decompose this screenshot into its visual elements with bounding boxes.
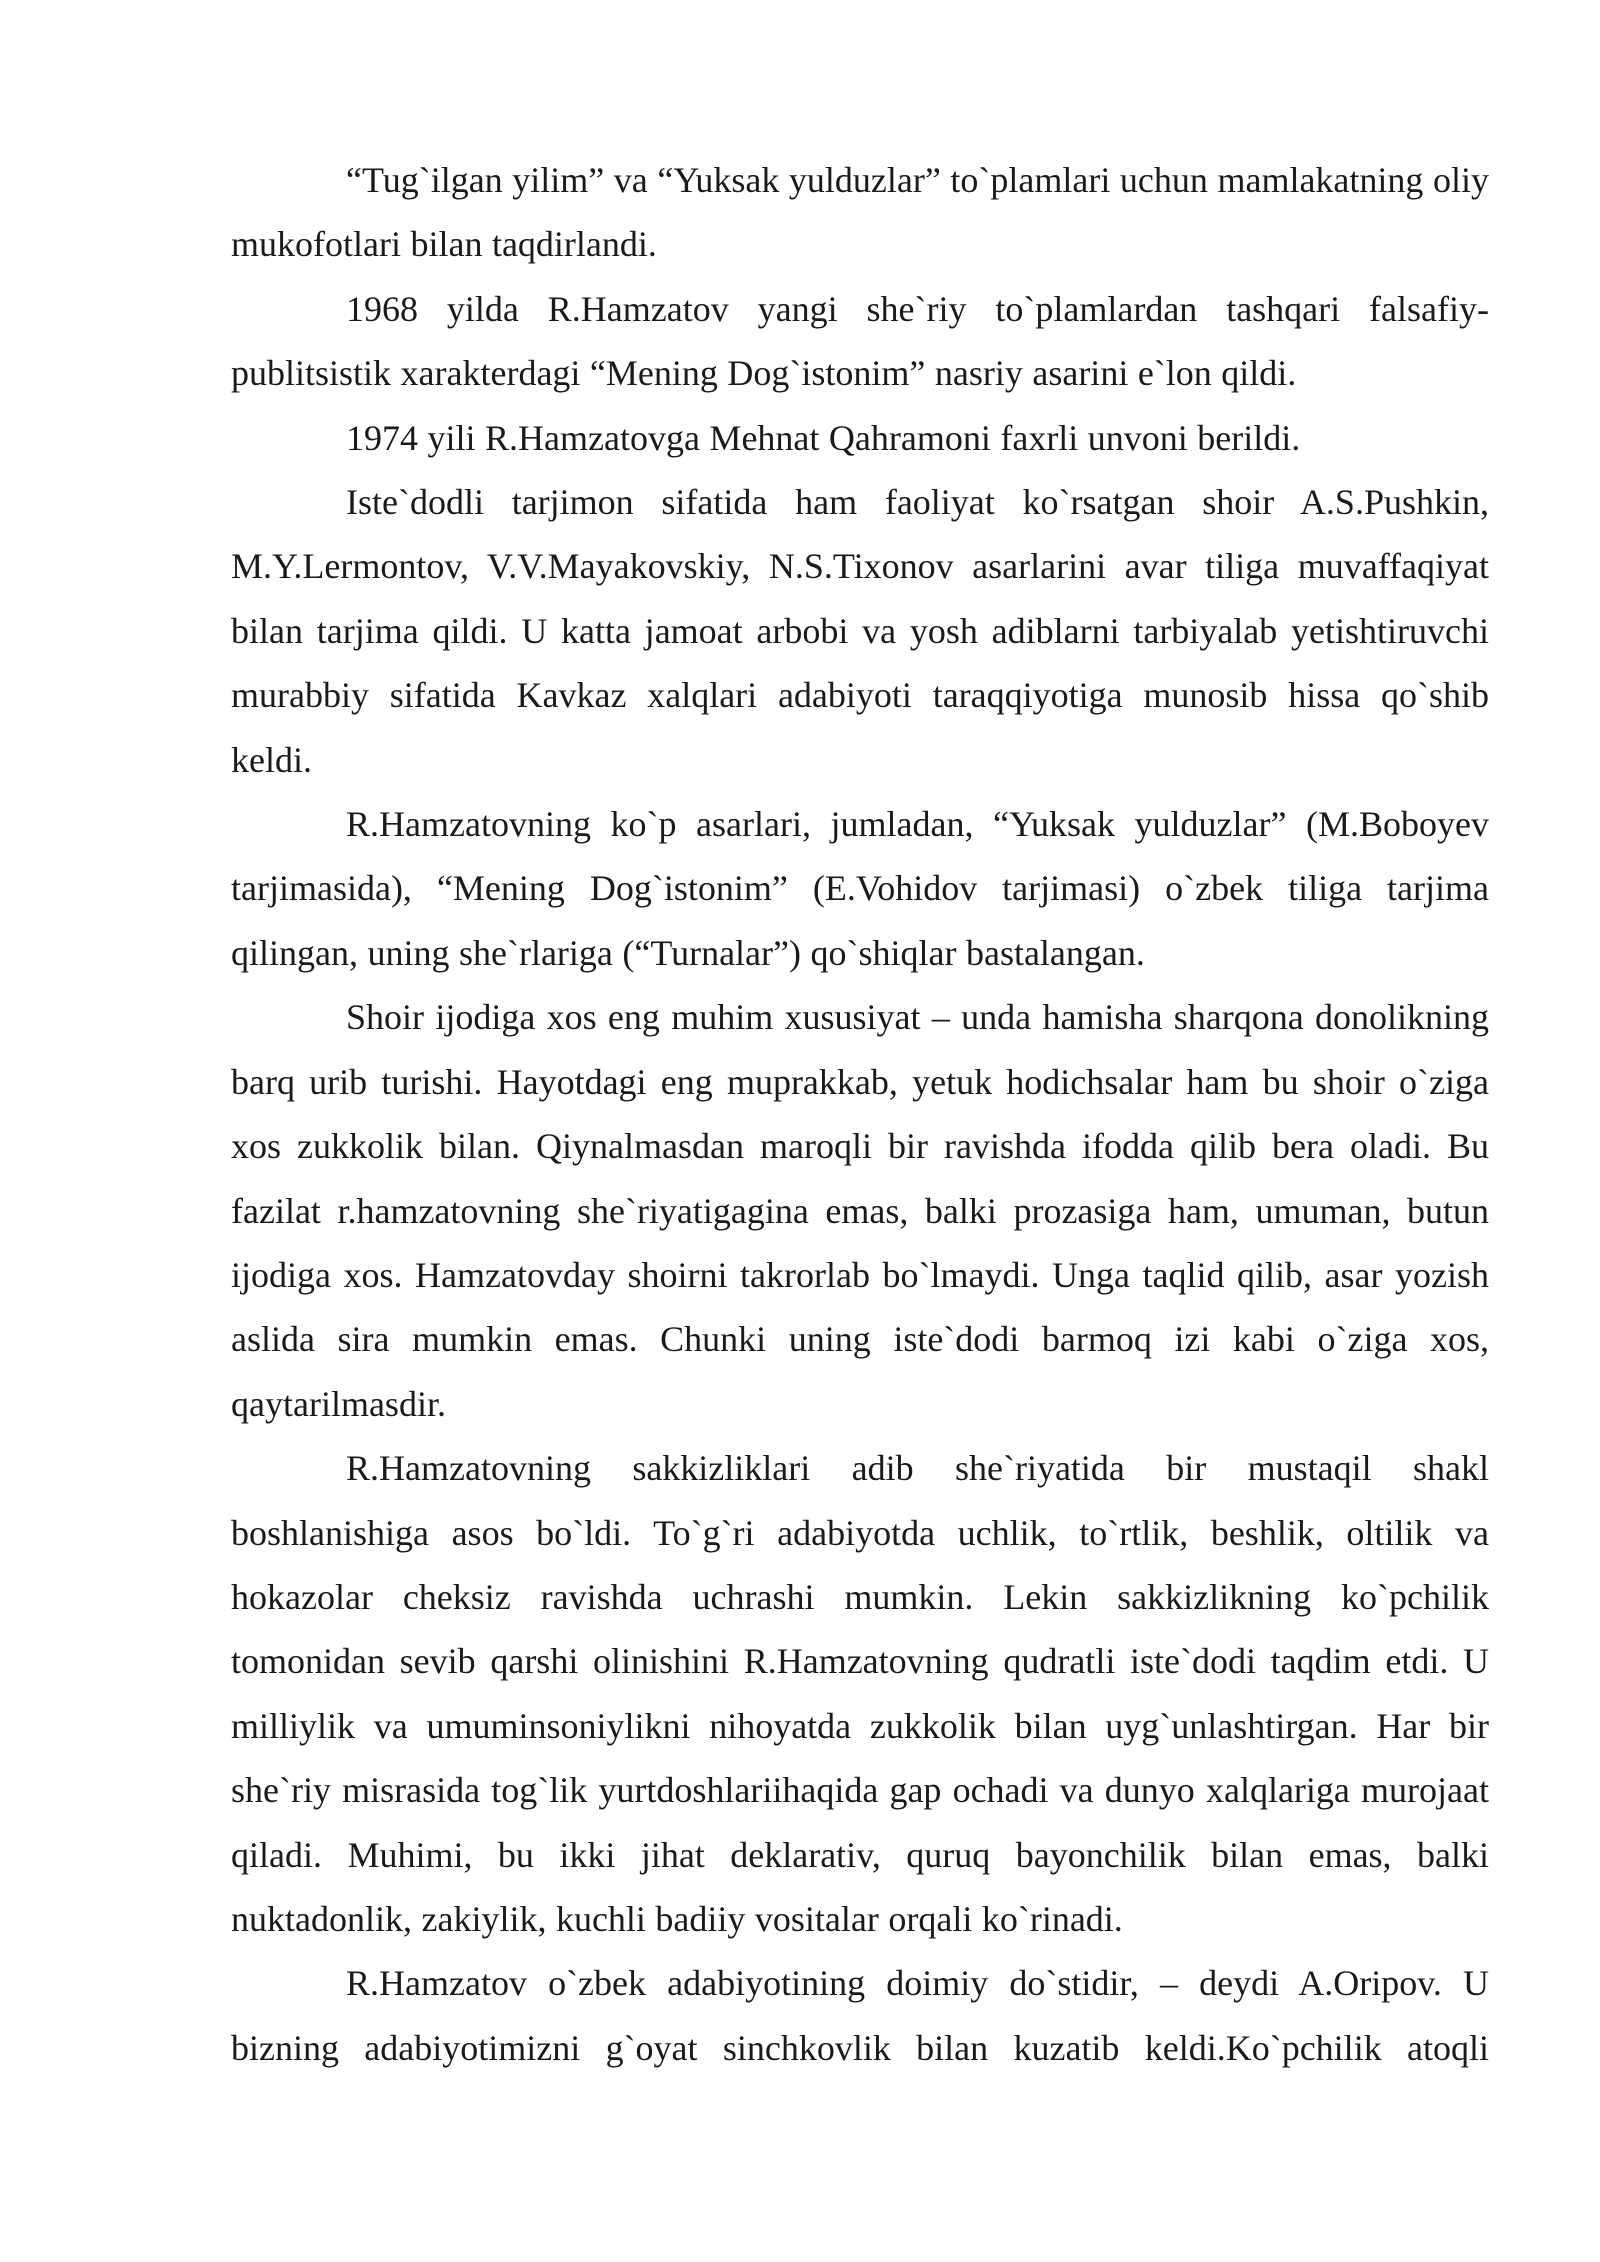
- paragraph-7: R.Hamzatovning sakkizliklari adib she`riyatida bir mustaqil shakl boshlanishiga asos bo`ldi. To`g`ri adabiyotda uchlik, to`rtlik, beshlik, oltilik va hokazolar cheksiz ravishda uchrashi mumkin. Lekin sakkizlikning ko`pchilik tomonidan sevib qarshi olinishini R.Hamzatovning qudratli iste`dodi taqdim etdi. U milliylik va umuminsoniylikni nihoyatda zukkolik bilan uyg`unlashtirgan. Har bir she`riy misrasida tog`lik yurtdoshlariihaqida gap ochadi va dunyo xalqlariga murojaat qiladi. Muhimi, bu ikki jihat deklarativ, quruq bayonchilik bilan emas, balki nuktadonlik, zakiylik, kuchli badiiy vositalar orqali ko`rinadi.: [231, 1448, 1489, 1939]
- paragraph-8: R.Hamzatov o`zbek adabiyotining doimiy do`stidir, – deydi A.Oripov. U bizning adabiyotimizni g`oyat sinchkovlik bilan kuzatib keldi.Ko`pchilik atoqli: [231, 1963, 1489, 2068]
- paragraph-4: Iste`dodli tarjimon sifatida ham faoliyat ko`rsatgan shoir A.S.Pushkin, M.Y.Lermontov, V.V.Mayakovskiy, N.S.Tixonov asarlarini avar tiliga muvaffaqiyat bilan tarjima qildi. U katta jamoat arbobi va yosh adiblarni tarbiyalab yetishtiruvchi murabbiy sifatida Kavkaz xalqlari adabiyoti taraqqiyotiga munosib hissa qo`shib keldi.: [231, 482, 1489, 780]
- paragraph-5: R.Hamzatovning ko`p asarlari, jumladan, “Yuksak yulduzlar” (M.Boboyev tarjimasida), “Mening Dog`istonim” (E.Vohidov tarjimasi) o`zbek tiliga tarjima qilingan, uning she`rlariga (“Turnalar”) qo`shiqlar bastalangan.: [231, 804, 1489, 973]
- paragraph-1: “Tug`ilgan yilim” va “Yuksak yulduzlar” to`plamlari uchun mamlakatning oliy mukofotlari bilan taqdirlandi.: [231, 160, 1489, 265]
- paragraph-3: 1974 yili R.Hamzatovga Mehnat Qahramoni faxrli unvoni berildi.: [346, 417, 1301, 458]
- paragraph-6: Shoir ijodiga xos eng muhim xususiyat – unda hamisha sharqona donolikning barq urib turishi. Hayotdagi eng muprakkab, yetuk hodichsalar ham bu shoir o`ziga xos zukkolik bilan. Qiynalmasdan maroqli bir ravishda ifodda qilib bera oladi. Bu fazilat r.hamzatovning she`riyatigagina emas, balki prozasiga ham, umuman, butun ijodiga xos. Hamzatovday shoirni takrorlab bo`lmaydi. Unga taqlid qilib, asar yozish aslida sira mumkin emas. Chunki uning iste`dodi barmoq izi kabi o`ziga xos, qaytarilmasdir.: [231, 997, 1489, 1424]
- paragraph-2: 1968 yilda R.Hamzatov yangi she`riy to`plamlardan tashqari falsafiy-publitsistik xarakterdagi “Mening Dog`istonim” nasriy asarini e`lon qildi.: [231, 288, 1489, 394]
- document-body: [231, 148, 1489, 2080]
